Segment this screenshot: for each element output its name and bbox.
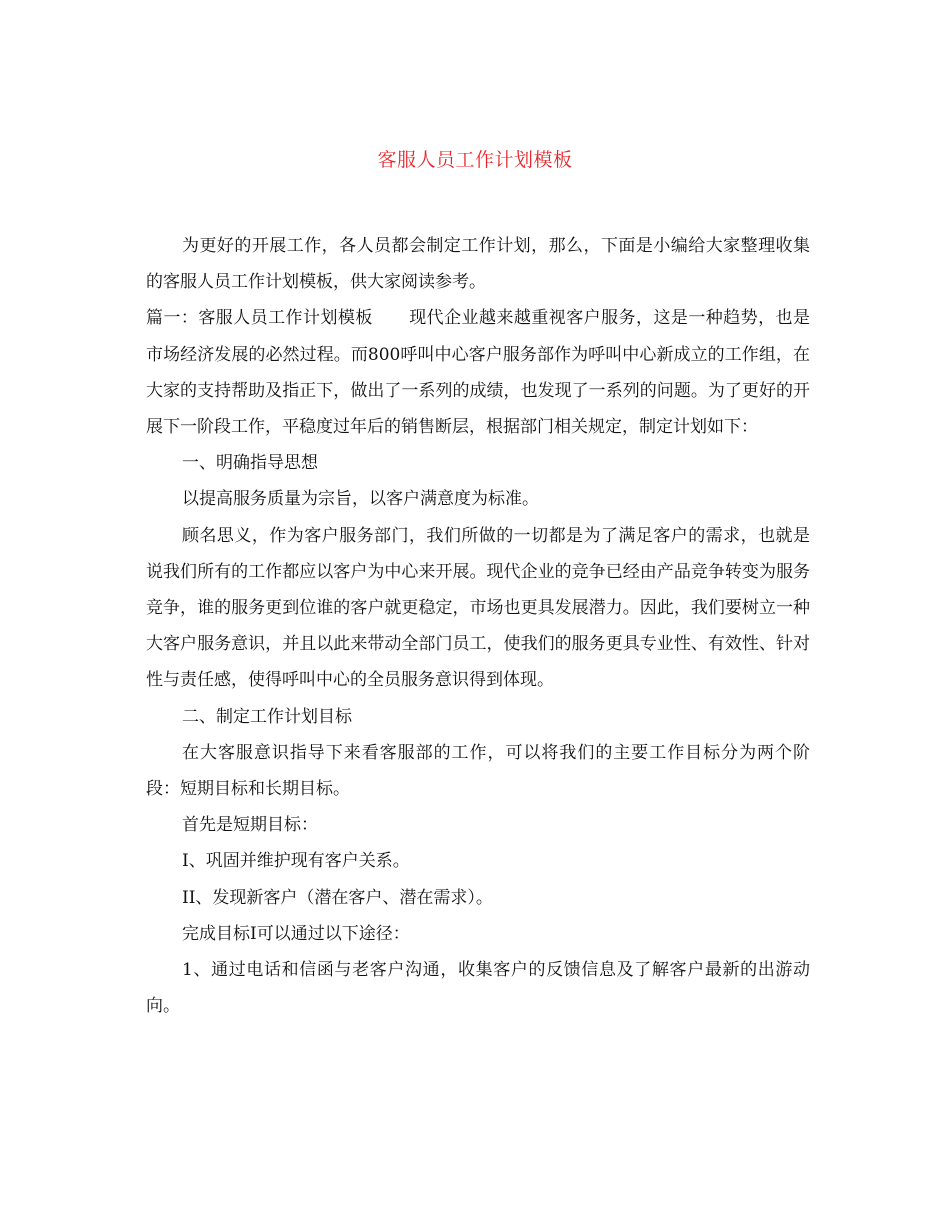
paragraph-2: 顾名思义，作为客户服务部门，我们所做的一切都是为了满足客户的需求，也就是说我们所有的工作都应以客户为中心来开展。现代企业的竞争已经由产品竞争转变为服务竞争，谁的服务更到位谁的客户就更稳定，市场也更具发展潜力。因此，我们要树立一种大客户服务意识，并且以此来带动全部门员工，使我们的服务更具专业性、有效性、针对性与责任感，使得呼叫中心的全员服务意识得到体现。: [146, 525, 810, 691]
paragraph-4: 首先是短期目标：: [182, 815, 318, 836]
section-heading-1: 一、明确指导思想: [182, 453, 318, 474]
paragraph-6: II、发现新客户（潜在客户、潜在需求）。: [182, 887, 493, 908]
document-body: [146, 228, 810, 1024]
section-heading-2: 二、制定工作计划目标: [182, 706, 352, 727]
paragraph-7: 完成目标I可以通过以下途径：: [182, 923, 410, 944]
paragraph-8: 1、通过电话和信函与老客户沟通，收集客户的反馈信息及了解客户最新的出游动向。: [146, 960, 810, 1017]
document-title: 客服人员工作计划模板: [377, 149, 573, 171]
intro-paragraph: 为更好的开展工作，各人员都会制定工作计划，那么，下面是小编给大家整理收集的客服人员工作计划模板，供大家阅读参考。: [146, 236, 810, 293]
paragraph-1: 以提高服务质量为宗旨，以客户满意度为标准。: [182, 489, 539, 510]
part-one-paragraph: [146, 300, 810, 445]
paragraph-5: I、巩固并维护现有客户关系。: [182, 851, 410, 872]
paragraph-3: 在大客服意识指导下来看客服部的工作，可以将我们的主要工作目标分为两个阶段：短期目标和长期目标。: [146, 742, 810, 800]
part-one-label: 篇一：客服人员工作计划模板: [146, 308, 373, 329]
part-one-text: 现代企业越来越重视客户服务，这是一种趋势，也是市场经济发展的必然过程。而800呼叫中心客户服务部作为呼叫中心新成立的工作组，在大家的支持帮助及指正下，做出了一系列的成绩，也发现了一系列的问题。为了更好的开展下一阶段工作，平稳度过年后的销售断层，根据部门相关规定，制定计划如下：: [146, 308, 811, 438]
